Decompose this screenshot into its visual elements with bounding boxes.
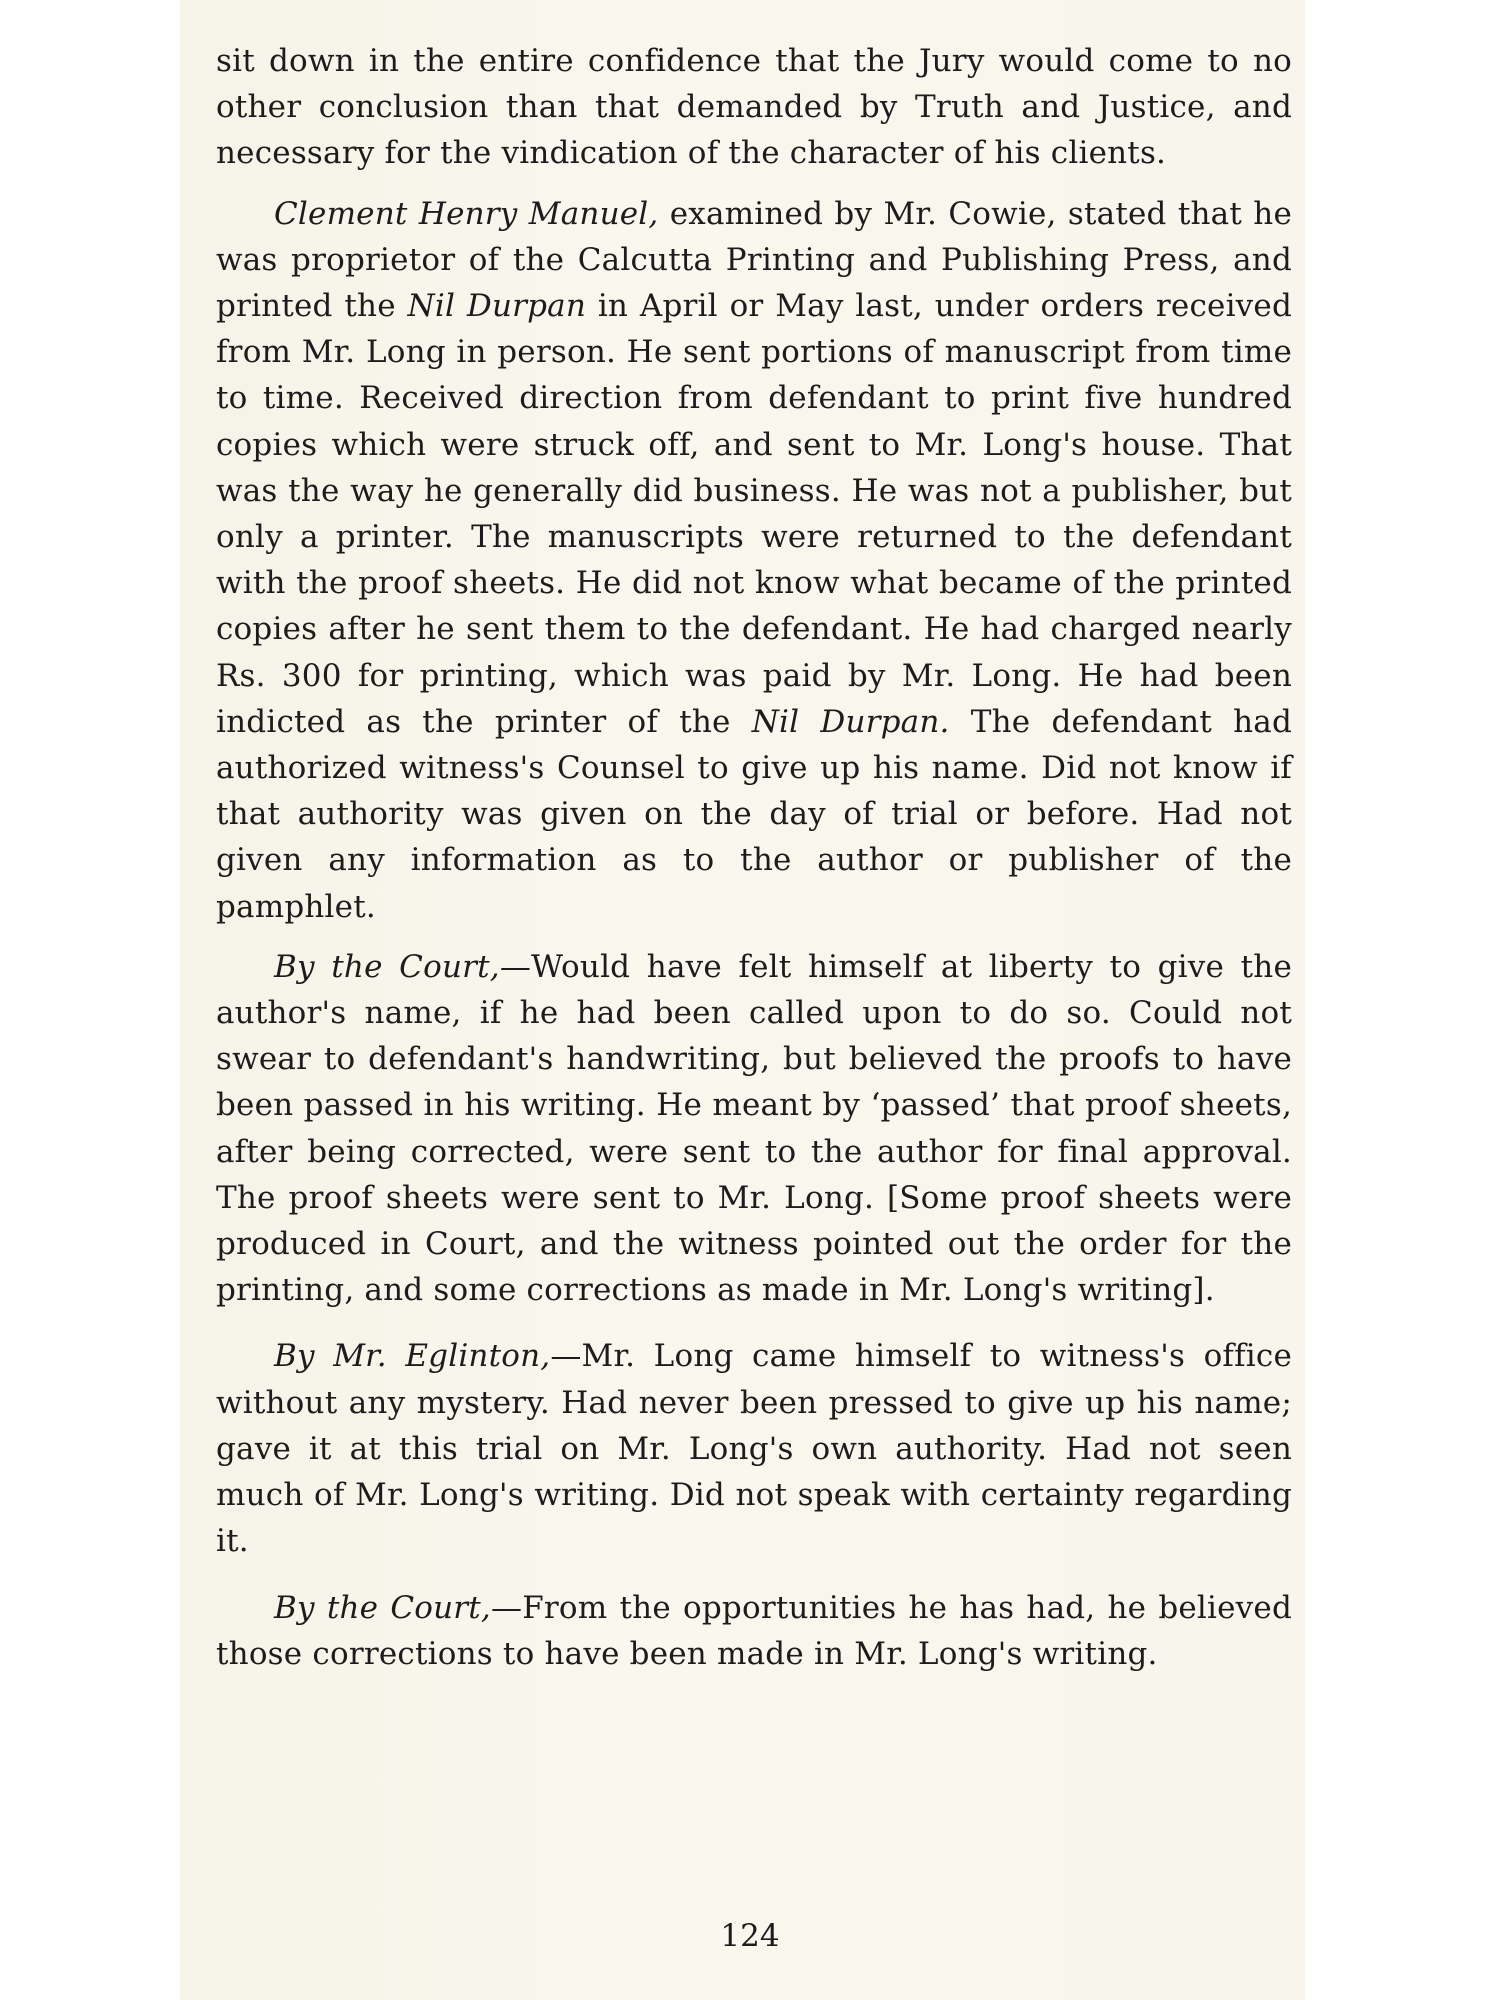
page-number: 124 <box>720 1918 780 1954</box>
testimony-text: —Mr. Long came himself to witness's office without any mystery. Had never been pressed to give up his name; gave it at this trial on Mr. Long's own authority. Had not seen much of Mr. Long's writing. Did not speak with certainty regarding it. <box>216 1338 1293 1560</box>
paragraph-manuel-examination <box>216 191 1292 930</box>
pamphlet-title: Nil Durpan. <box>751 703 950 740</box>
testimony-text: in April or May last, under orders received from Mr. Long in person. He sent portions of manuscript from time to time. Received direction from defendant to print five hundred copies which were struck off, and sent to Mr. Long's house. That was the way he generally did business. He was not a publisher, but only a printer. The manuscripts were returned to the defendant with the proof sheets. He did not know what became of the printed copies after he sent them to the defendant. He had charged nearly Rs. 300 for printing, which was paid by Mr. Long. He had been indicted as the printer of the <box>216 288 1292 740</box>
testimony-text: The defendant had authorized witness's Counsel to give up his name. Did not know if that authority was given on the day of trial or before. Had not given any information as to the author or publisher of the pamphlet. <box>216 703 1293 925</box>
paragraph-eglinton-questions <box>216 1333 1292 1564</box>
examiner-label: By the Court, <box>274 1589 491 1626</box>
paragraph-court-final <box>216 1585 1292 1677</box>
examiner-label: By Mr. Eglinton, <box>274 1338 551 1375</box>
paragraph-closing-argument: sit down in the entire confidence that the Jury would come to no other conclusion than that demanded by Truth and Justice, and necessary for the vindication of the character of his clients. <box>216 43 1292 172</box>
testimony-text: —From the opportunities he has had, he believed those corrections to have been made in Mr. Long's writing. <box>216 1589 1292 1672</box>
examiner-label: By the Court, <box>274 948 500 985</box>
pamphlet-title: Nil Durpan <box>407 288 587 325</box>
witness-name: Clement Henry Manuel, <box>274 195 659 232</box>
page-body <box>216 38 1292 1677</box>
testimony-text: —Would have felt himself at liberty to give the author's name, if he had been called upon to do so. Could not swear to defendant's handwriting, but believed the proofs to have been passed in his writing. He meant by ‘passed’ that proof sheets, after being corrected, were sent to the author for final approval. The proof sheets were sent to Mr. Long. [Some proof sheets were produced in Court, and the witness pointed out the order for the printing, and some corrections as made in Mr. Long's writing]. <box>216 948 1292 1309</box>
paragraph-court-questions <box>216 944 1292 1314</box>
testimony-text: examined by Mr. Cowie, stated that he was proprietor of the Calcutta Printing and Publishing Press, and printed the <box>216 195 1293 325</box>
